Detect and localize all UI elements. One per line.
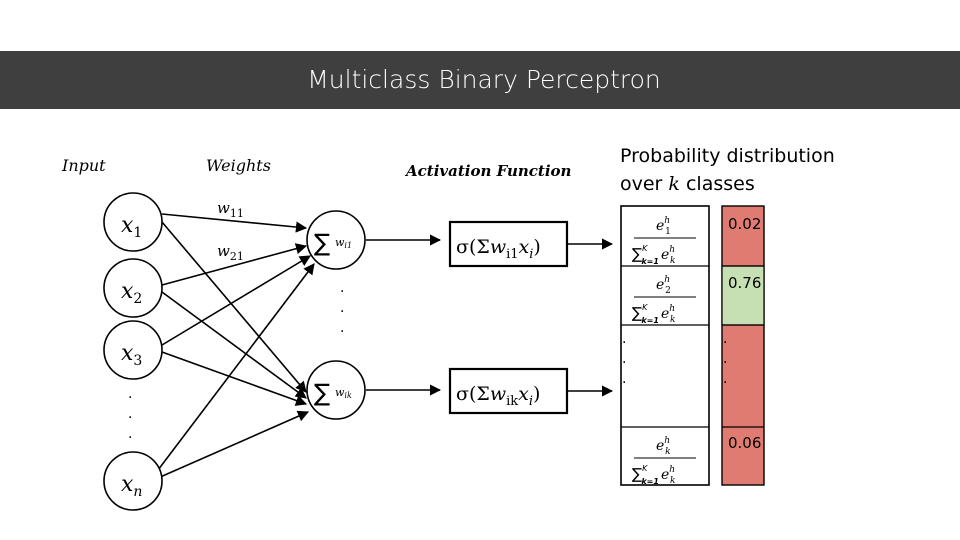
connection-xn-n2 <box>158 412 308 478</box>
svg-text:.: . <box>723 331 728 347</box>
neuron-label-2: wik <box>335 386 352 400</box>
softmax-numerator: $e^h$ k <box>656 436 671 457</box>
probability-value-2: 0.76 <box>728 274 762 292</box>
weights-header: Weights <box>206 156 271 175</box>
activation-formula-2: $\sigma(\Sigma w_{ik}x_i)$ <box>456 383 541 409</box>
svg-text:.: . <box>128 426 133 442</box>
input-node <box>104 259 162 317</box>
activation-box-1 <box>450 222 567 266</box>
connection-x3-n1 <box>162 256 310 345</box>
svg-text:.: . <box>622 331 627 347</box>
softmax-denominator: ∑$^K$ k=1 $e^h$ k <box>632 244 676 266</box>
svg-text:.: . <box>340 300 345 316</box>
input-node <box>104 321 162 379</box>
input-ellipsis <box>128 386 132 442</box>
activation-header: Activation Function <box>406 162 572 180</box>
slide-title: Multiclass Binary Perceptron <box>307 65 661 94</box>
softmax-denominator: ∑$^K$ k=1 $e^h$ k <box>632 464 676 486</box>
sum-icon: ∑ <box>314 229 331 257</box>
probability-header-line2: over k classes <box>620 173 755 195</box>
svg-text:.: . <box>723 351 728 367</box>
input-label-1: $x_1$ <box>121 213 143 241</box>
probability-ellipsis <box>723 331 727 387</box>
input-label-n: $x_n$ <box>121 472 143 500</box>
softmax-ellipsis <box>622 331 626 387</box>
softmax-denominator: ∑$^K$ k=1 $e^h$ k <box>632 303 676 325</box>
svg-text:.: . <box>622 351 627 367</box>
probability-column <box>722 206 764 485</box>
svg-text:.: . <box>128 406 133 422</box>
neuron-label-1: wi1 <box>335 236 353 250</box>
probability-header-line1: Probability distribution <box>620 145 835 167</box>
neuron-ellipsis <box>340 280 344 336</box>
svg-text:.: . <box>622 371 627 387</box>
softmax-column <box>621 206 709 486</box>
connection-x3-n2 <box>162 352 306 404</box>
probability-value-k: 0.06 <box>728 434 762 452</box>
input-header: Input <box>62 156 106 175</box>
activation-formula-1: $\sigma(\Sigma w_{i1}x_i)$ <box>456 236 541 262</box>
softmax-numerator: $e^h$ 2 <box>656 275 671 296</box>
probability-value-1: 0.02 <box>728 215 762 233</box>
svg-text:.: . <box>723 371 728 387</box>
softmax-numerator: $e^h$ 1 <box>656 216 671 237</box>
svg-text:.: . <box>340 320 345 336</box>
input-label-2: $x_2$ <box>121 279 143 307</box>
neuron-1 <box>307 211 365 269</box>
input-node <box>104 452 162 510</box>
svg-text:.: . <box>340 280 345 296</box>
sum-icon: ∑ <box>314 379 331 407</box>
input-label-3: $x_3$ <box>121 341 143 369</box>
neuron-2 <box>307 361 365 419</box>
activation-box-2 <box>450 369 567 413</box>
svg-text:.: . <box>128 386 133 402</box>
weight-label-w21: $w_{21}$ <box>217 242 244 263</box>
connection-xn-n1 <box>155 264 314 474</box>
input-node <box>104 193 162 251</box>
weight-label-w11: $w_{11}$ <box>217 199 244 220</box>
